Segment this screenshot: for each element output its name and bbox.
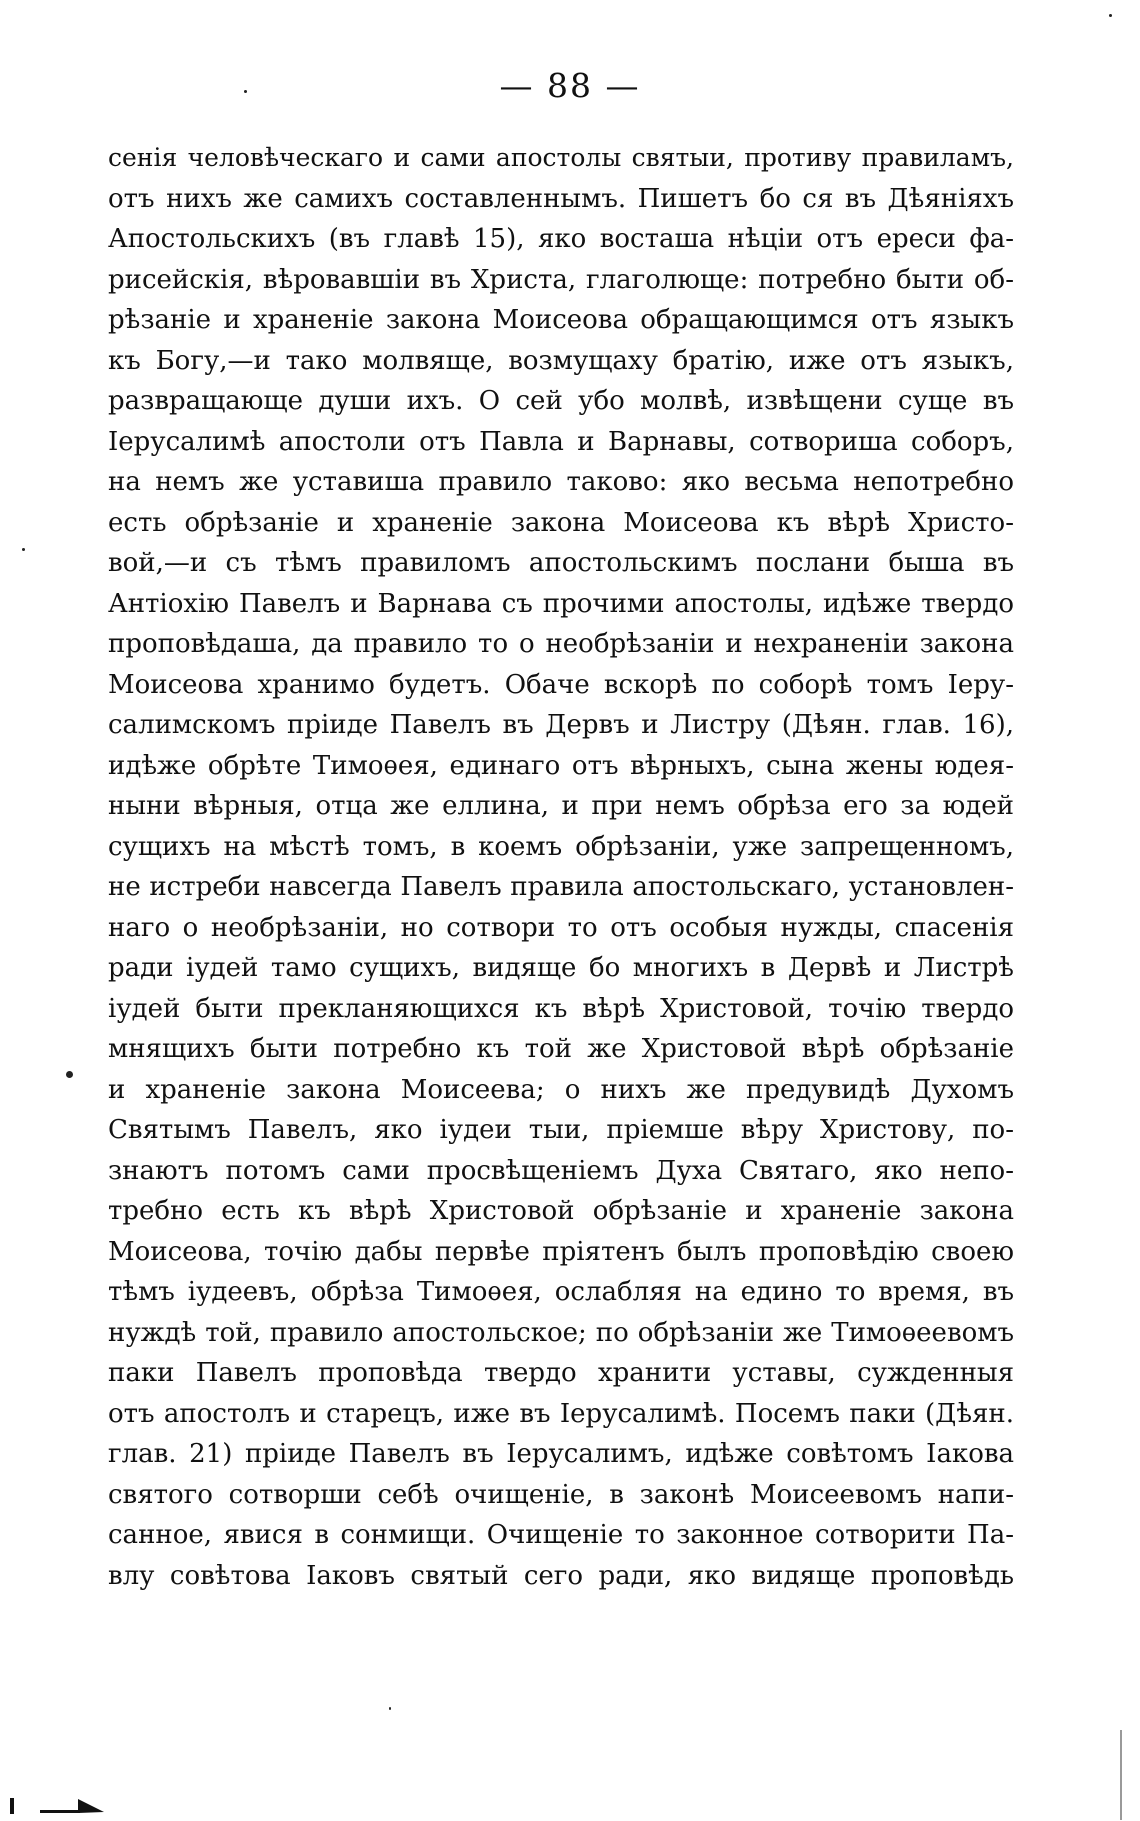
text-line: развращающе души ихъ. О сей убо молвѣ, извѣщени суще въ <box>108 386 1014 416</box>
text-line: къ Богу,—и тако молвяще, возмущаху братію, иже отъ языкъ, <box>108 345 1014 376</box>
text-line: идѣже обрѣте Тимоѳея, единаго отъ вѣрныхъ, сына жены юдея- <box>108 750 1014 781</box>
text-line: рисейскія, вѣровавшіи въ Христа, глаголюще: потребно быти об- <box>108 264 1014 295</box>
page-number: — 88 — <box>499 66 641 105</box>
text-line: Апостольскихъ (въ главѣ 15), яко восташа нѣціи отъ ереси фа- <box>108 224 1014 254</box>
text-line: наго о необрѣзаніи, но сотвори то отъ особыя нужды, спасенія <box>108 912 1014 943</box>
text-line: влу совѣтова Іаковъ святый сего ради, яко видяще проповѣдь <box>108 1560 1014 1591</box>
text-line: тѣмъ іудеевъ, обрѣза Тимоѳея, ослабляя на едино то время, въ <box>108 1277 1014 1307</box>
text-line: сенія человѣческаго и сами апостолы святыи, противу правиламъ, <box>108 143 1014 172</box>
text-line: іудей быти прекланяющихся къ вѣрѣ Христовой, точію твердо <box>108 993 1014 1024</box>
arrow-mark-icon <box>10 1796 105 1814</box>
text-line: мнящихъ быти потребно къ той же Христовой вѣрѣ обрѣзаніе <box>108 1034 1014 1064</box>
text-line: вой,—и съ тѣмъ правиломъ апостольскимъ послани быша въ <box>108 548 1014 578</box>
text-line: требно есть къ вѣрѣ Христовой обрѣзаніе и храненіе закона <box>108 1196 1014 1226</box>
margin-speck <box>389 1707 391 1710</box>
margin-speck <box>22 548 25 551</box>
scan-edge-line <box>1120 1730 1122 1820</box>
text-line: Іерусалимѣ апостоли отъ Павла и Варнавы, сотвориша соборъ, <box>108 426 1014 457</box>
text-line: глав. 21) пріиде Павелъ въ Іерусалимъ, идѣже совѣтомъ Іакова <box>108 1439 1014 1469</box>
margin-speck <box>66 1071 73 1078</box>
text-line: санное, явися в сонмищи. Очищеніе то законное сотворити Па- <box>108 1520 1014 1550</box>
text-line: отъ апостолъ и старецъ, иже въ Іерусалимѣ. Посемъ паки (Дѣян. <box>108 1398 1014 1429</box>
text-line: салимскомъ пріиде Павелъ въ Дервъ и Листру (Дѣян. глав. 16), <box>108 710 1014 740</box>
text-line: ныни вѣрныя, отца же еллина, и при немъ обрѣза его за юдей <box>108 791 1014 821</box>
margin-speck <box>244 90 247 93</box>
text-line: проповѣдаша, да правило то о необрѣзаніи и нехраненіи закона <box>108 629 1014 659</box>
text-line: Святымъ Павелъ, яко іудеи тыи, пріемше вѣру Христову, по- <box>108 1115 1014 1145</box>
text-line: Антіохію Павелъ и Варнава съ прочими апостолы, идѣже твердо <box>108 588 1014 619</box>
body-text <box>108 138 1014 1596</box>
text-line: святого сотворши себѣ очищеніе, в законѣ Моисеевомъ напи- <box>108 1479 1014 1510</box>
text-line: Моисеова, точію дабы первѣе пріятенъ былъ проповѣдію своею <box>108 1236 1014 1267</box>
text-line: знаютъ потомъ сами просвѣщеніемъ Духа Святаго, яко непо- <box>108 1155 1014 1186</box>
text-line: на немъ же уставиша правило таково: яко весьма непотребно <box>108 467 1014 497</box>
text-line: отъ нихъ же самихъ составленнымъ. Пишетъ бо ся въ Дѣяніяхъ <box>108 183 1014 214</box>
text-line: Моисеова хранимо будетъ. Обаче вскорѣ по соборѣ томъ Іеру- <box>108 669 1014 700</box>
text-line: не истреби навсегда Павелъ правила апостольскаго, установлен- <box>108 872 1014 902</box>
text-line: паки Павелъ проповѣда твердо хранити уставы, сужденныя <box>108 1358 1014 1388</box>
text-line: нуждѣ той, правило апостольское; по обрѣзаніи же Тимоѳеевомъ <box>108 1317 1014 1348</box>
margin-speck <box>1109 14 1112 17</box>
text-line: рѣзаніе и храненіе закона Моисеова обращающимся отъ языкъ <box>108 305 1014 335</box>
text-line: сущихъ на мѣстѣ томъ, в коемъ обрѣзаніи, уже запрещенномъ, <box>108 831 1014 862</box>
text-line: ради іудей тамо сущихъ, видяще бо многихъ в Дервѣ и Листрѣ <box>108 953 1014 983</box>
text-line: и храненіе закона Моисеева; о нихъ же предувидѣ Духомъ <box>108 1074 1014 1105</box>
text-line: есть обрѣзаніе и храненіе закона Моисеова къ вѣрѣ Христо- <box>108 507 1014 538</box>
